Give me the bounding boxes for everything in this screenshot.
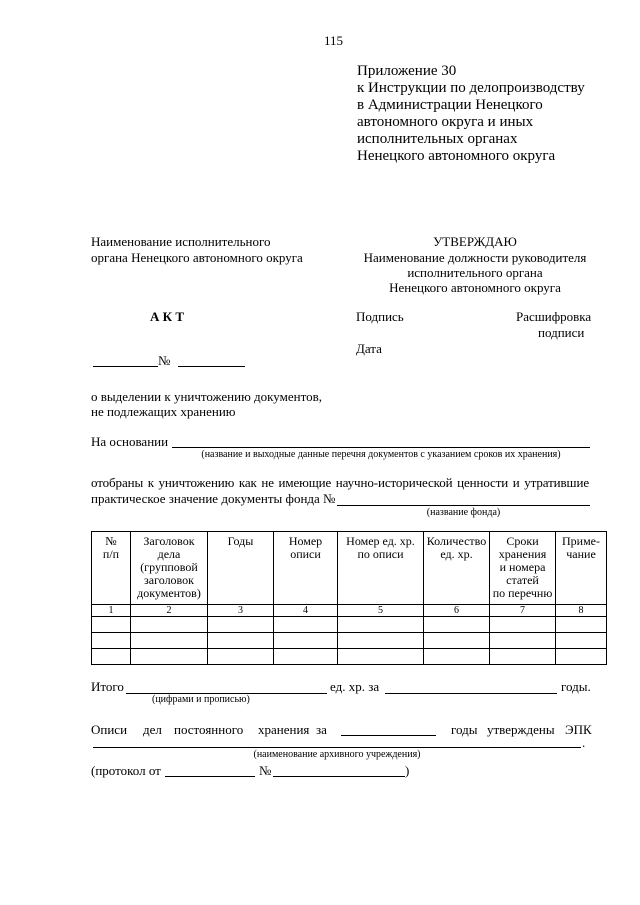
header-inventory-number: Номер описи [274, 532, 338, 605]
total-units-label: ед. хр. за [330, 679, 380, 694]
table-cell[interactable] [556, 633, 607, 649]
inventory-word-3: постоянного [174, 722, 244, 737]
header-note: Приме- чание [556, 532, 607, 605]
act-number-sign: № [158, 353, 171, 368]
act-title: А К Т [150, 309, 184, 324]
selected-line-2: практическое значение документы фонда № [91, 491, 336, 506]
approve-line-2: исполнительного органа [407, 265, 543, 280]
table-cell[interactable] [490, 649, 556, 665]
table-cell[interactable] [208, 649, 274, 665]
table-cell[interactable] [208, 633, 274, 649]
protocol-number-blank [273, 776, 405, 777]
inventory-word-8: ЭПК [565, 722, 592, 737]
table-cell[interactable] [274, 649, 338, 665]
org-name-line-2: органа Ненецкого автономного округа [91, 250, 303, 265]
table-cell[interactable] [424, 649, 490, 665]
date-label: Дата [356, 341, 382, 356]
column-number: 8 [556, 605, 607, 617]
table-cell[interactable] [338, 633, 424, 649]
basis-label: На основании [91, 434, 169, 449]
decoding-label-line-1: Расшифровка [516, 309, 592, 324]
approve-line-3: Ненецкого автономного округа [389, 280, 561, 295]
act-subject-line-1: о выделении к уничтожению документов, [91, 389, 322, 404]
column-number: 4 [274, 605, 338, 617]
fund-hint: (название фонда) [426, 507, 501, 518]
act-subject-line-2: не подлежащих хранению [91, 404, 236, 419]
header-number: № п/п [92, 532, 131, 605]
archive-hint: (наименование архивного учреждения) [253, 749, 421, 760]
total-hint: (цифрами и прописью) [152, 694, 250, 705]
table-header-row [92, 532, 607, 605]
basis-blank [172, 447, 590, 448]
table-cell[interactable] [131, 649, 208, 665]
page-number: 115 [324, 33, 344, 48]
appendix-line-4: автономного округа и иных [357, 114, 534, 130]
protocol-close: ) [405, 763, 410, 778]
table-cell[interactable] [274, 633, 338, 649]
column-number: 1 [92, 605, 131, 617]
table-cell[interactable] [274, 617, 338, 633]
archive-dot: . [582, 735, 586, 750]
table-cell[interactable] [424, 633, 490, 649]
approve-line-1: Наименование должности руководителя [363, 250, 587, 265]
column-number: 5 [338, 605, 424, 617]
table-cell[interactable] [338, 649, 424, 665]
archive-blank [93, 747, 581, 748]
act-number-blank [178, 366, 245, 367]
table-number-row [92, 605, 607, 617]
table-cell[interactable] [424, 617, 490, 633]
total-years-label: годы. [561, 679, 591, 694]
appendix-line-2: к Инструкции по делопроизводству [357, 80, 585, 96]
inventory-word-7: утверждены [487, 722, 555, 737]
table-row [92, 617, 607, 633]
table-cell[interactable] [92, 633, 131, 649]
column-number: 3 [208, 605, 274, 617]
table-cell[interactable] [338, 617, 424, 633]
appendix-line-6: Ненецкого автономного округа [357, 148, 556, 164]
signature-label: Подпись [356, 309, 404, 324]
table-cell[interactable] [556, 617, 607, 633]
table-row [92, 633, 607, 649]
appendix-line-5: исполнительных органах [357, 131, 518, 147]
header-unit-count: Количество ед. хр. [424, 532, 490, 605]
protocol-number-sign: № [259, 763, 272, 778]
selected-line-1: отобраны к уничтожению как не имеющие научно-исторической ценности и утратившие [91, 475, 589, 490]
header-unit-number: Номер ед. хр. по описи [338, 532, 424, 605]
inventory-word-6: годы [451, 722, 478, 737]
column-number: 6 [424, 605, 490, 617]
table-row [92, 649, 607, 665]
table-cell[interactable] [556, 649, 607, 665]
column-number: 2 [131, 605, 208, 617]
total-label: Итого [91, 679, 124, 694]
inventory-years-blank [341, 735, 436, 736]
appendix-line-3: в Администрации Ненецкого [357, 97, 543, 113]
protocol-date-blank [165, 776, 255, 777]
table-cell[interactable] [92, 617, 131, 633]
org-name-line-1: Наименование исполнительного [91, 234, 271, 249]
approve-title: УТВЕРЖДАЮ [433, 234, 517, 249]
act-date-blank [93, 366, 158, 367]
table-cell[interactable] [131, 633, 208, 649]
table-cell[interactable] [490, 633, 556, 649]
table-cell[interactable] [131, 617, 208, 633]
header-case-title: Заголовок дела (групповой заголовок документов) [131, 532, 208, 605]
header-storage-terms: Сроки хранения и номера статей по перечню [490, 532, 556, 605]
inventory-word-1: Описи [91, 722, 128, 737]
table-cell[interactable] [208, 617, 274, 633]
inventory-word-2: дел [143, 722, 162, 737]
protocol-open: (протокол от [91, 763, 161, 778]
table-cell[interactable] [490, 617, 556, 633]
inventory-word-5: за [316, 722, 327, 737]
total-years-blank [385, 693, 557, 694]
decoding-label-line-2: подписи [538, 325, 585, 340]
column-number: 7 [490, 605, 556, 617]
appendix-line-1: Приложение 30 [357, 63, 457, 79]
basis-hint: (название и выходные данные перечня документов с указанием сроков их хранения) [201, 449, 561, 460]
fund-blank [337, 505, 590, 506]
table-cell[interactable] [92, 649, 131, 665]
header-years: Годы [208, 532, 274, 605]
documents-table [91, 531, 607, 665]
inventory-word-4: хранения [258, 722, 310, 737]
